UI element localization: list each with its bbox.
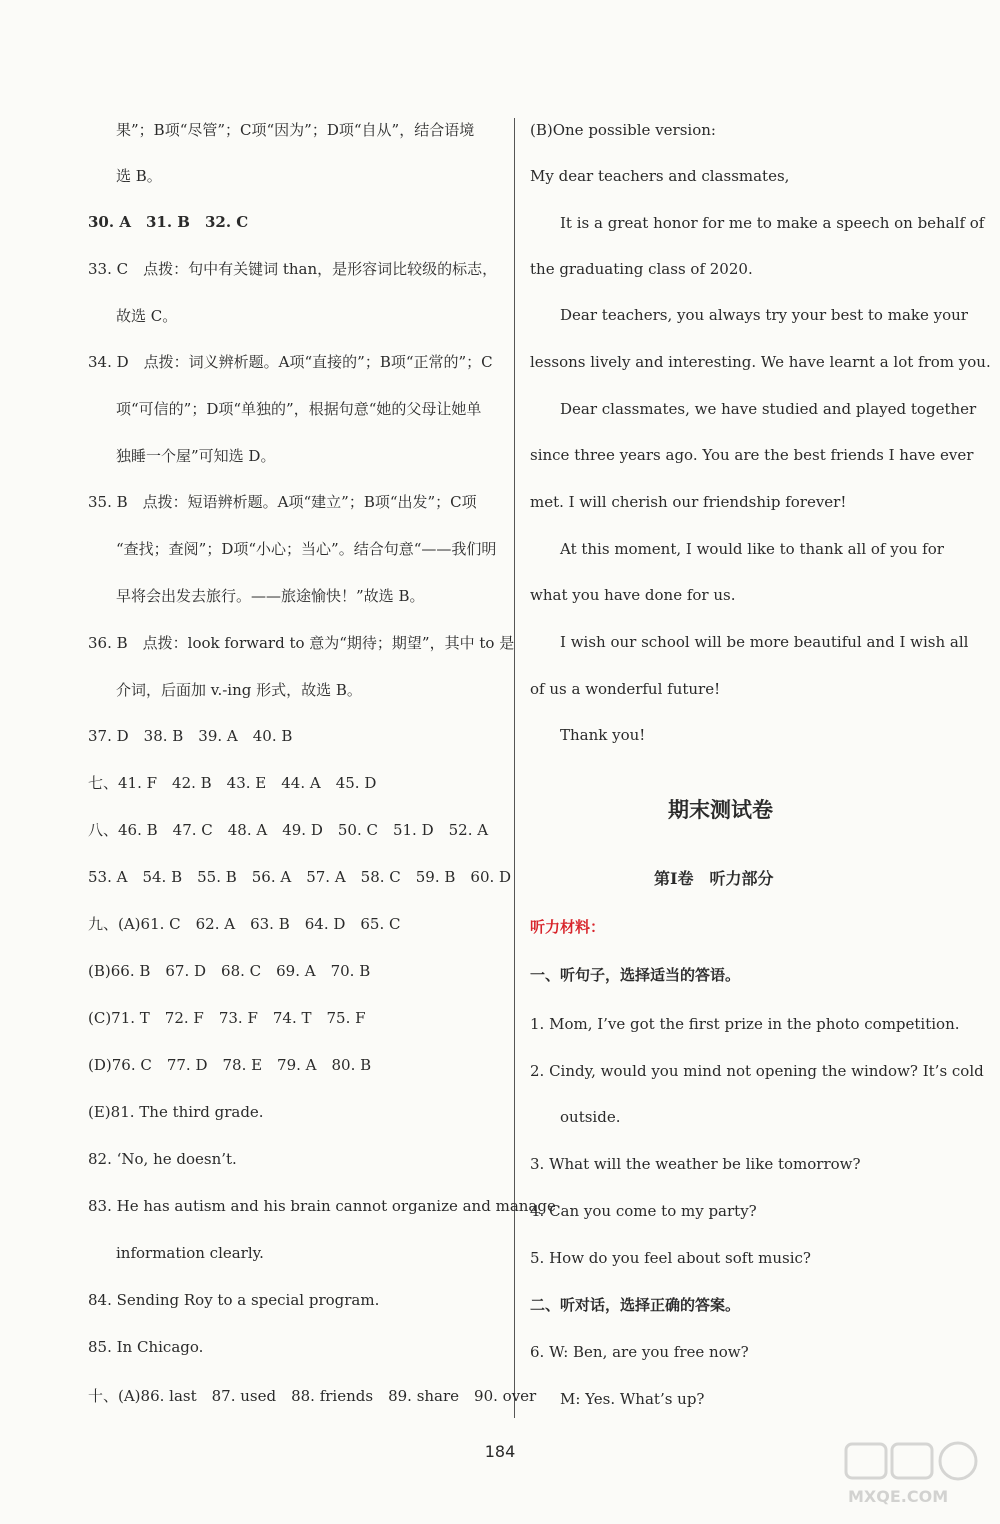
answer-line: (D)76. C 77. D 78. E 79. A 80. B <box>88 1056 372 1074</box>
answer-line: (C)71. T 72. F 73. F 74. T 75. F <box>88 1009 366 1027</box>
question-line: 5. How do you feel about soft music? <box>530 1249 811 1267</box>
text-line: of us a wonderful future! <box>530 680 721 698</box>
section-heading: 二、听对话，选择正确的答案。 <box>530 1296 741 1314</box>
text-line: 独睡一个屋”可知选 D。 <box>116 447 276 465</box>
text-line: (B)One possible version: <box>530 121 716 139</box>
question-line: 1. Mom, I’ve got the first prize in the photo competition. <box>530 1015 960 1033</box>
svg-text:MXQE.COM: MXQE.COM <box>848 1487 949 1506</box>
answer-line: 33. C 点拨：句中有关键词 than，是形容词比较级的标志， <box>88 260 498 278</box>
answer-line: 53. A 54. B 55. B 56. A 57. A 58. C 59. B 60. D <box>88 868 512 886</box>
section-subtitle: 第Ⅰ卷 听力部分 <box>654 869 774 888</box>
text-line: since three years ago. You are the best friends I have ever <box>530 446 974 464</box>
text-line: 果”；B项“尽管”；C项“因为”；D项“自从”，结合语境 <box>116 121 475 139</box>
answer-line: 十、(A)86. last 87. used 88. friends 89. share 90. over <box>88 1387 537 1405</box>
answer-line: 九、(A)61. C 62. A 63. B 64. D 65. C <box>88 915 401 933</box>
text-line: outside. <box>560 1108 621 1126</box>
answer-line: 35. B 点拨：短语辨析题。A项“建立”；B项“出发”；C项 <box>88 493 477 511</box>
text-line: 故选 C。 <box>116 307 178 325</box>
text-line: Dear classmates, we have studied and played together <box>560 400 977 418</box>
text-line: My dear teachers and classmates, <box>530 167 790 185</box>
text-line: Dear teachers, you always try your best to make your <box>560 306 968 324</box>
answer-line: 83. He has autism and his brain cannot organize and manage <box>88 1197 556 1215</box>
text-line: 项“可信的”；D项“单独的”，根据句意“她的父母让她单 <box>116 400 482 418</box>
text-line: 早将会出发去旅行。——旅途愉快！”故选 B。 <box>116 587 425 605</box>
question-line: 2. Cindy, would you mind not opening the window? It’s cold <box>530 1062 984 1080</box>
answer-line: 30. A 31. B 32. C <box>88 213 249 231</box>
answer-line: 34. D 点拨：词义辨析题。A项“直接的”；B项“正常的”；C <box>88 353 493 371</box>
text-line: what you have done for us. <box>530 586 736 604</box>
question-line: 4. Can you come to my party? <box>530 1202 757 1220</box>
answer-line: 八、46. B 47. C 48. A 49. D 50. C 51. D 52. A <box>88 821 489 839</box>
column-divider <box>514 118 515 1418</box>
answer-line: 82. ‘No, he doesn’t. <box>88 1150 237 1168</box>
answer-line: 36. B 点拨：look forward to 意为“期待；期望”，其中 to 是 <box>88 634 515 652</box>
text-line: 介词，后面加 v.-ing 形式，故选 B。 <box>116 681 362 699</box>
text-line: information clearly. <box>116 1244 264 1262</box>
answer-line: (B)66. B 67. D 68. C 69. A 70. B <box>88 962 371 980</box>
question-line: 6. W: Ben, are you free now? <box>530 1343 749 1361</box>
answer-line: (E)81. The third grade. <box>88 1103 264 1121</box>
section-title: 期末测试卷 <box>668 797 773 822</box>
page-number: 184 <box>484 1442 516 1461</box>
text-line: I wish our school will be more beautiful and I wish all <box>560 633 969 651</box>
answer-line: 85. In Chicago. <box>88 1338 204 1356</box>
text-line: Thank you! <box>560 726 646 744</box>
watermark-logo <box>842 1438 982 1508</box>
text-line: lessons lively and interesting. We have learnt a lot from you. <box>530 353 991 371</box>
text-line: 选 B。 <box>116 167 162 185</box>
listening-label: 听力材料： <box>530 918 606 936</box>
text-line: At this moment, I would like to thank all of you for <box>560 540 944 558</box>
question-line: 3. What will the weather be like tomorrow? <box>530 1155 861 1173</box>
text-line: met. I will cherish our friendship forever! <box>530 493 847 511</box>
text-line: the graduating class of 2020. <box>530 260 753 278</box>
answer-line: 七、41. F 42. B 43. E 44. A 45. D <box>88 774 377 792</box>
text-line: “查找；查阅”；D项“小心；当心”。结合句意“——我们明 <box>116 540 497 558</box>
text-line: It is a great honor for me to make a speech on behalf of <box>560 214 985 232</box>
answer-line: 37. D 38. B 39. A 40. B <box>88 727 293 745</box>
section-heading: 一、听句子，选择适当的答语。 <box>530 966 741 984</box>
answer-line: 84. Sending Roy to a special program. <box>88 1291 380 1309</box>
text-line: M: Yes. What’s up? <box>560 1390 705 1408</box>
